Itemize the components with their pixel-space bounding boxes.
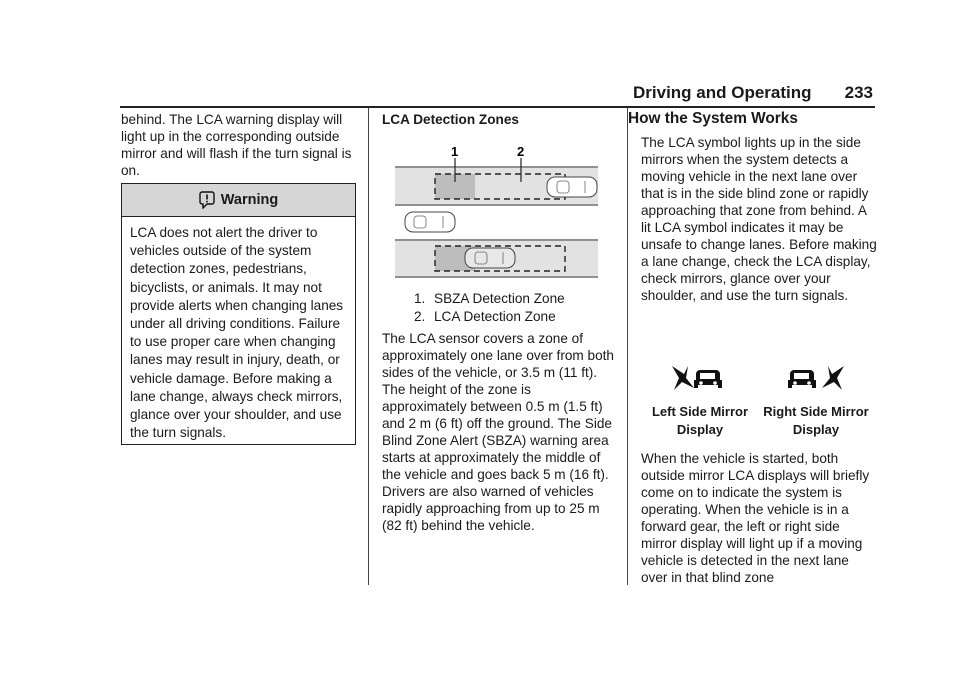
left-mirror-lca-icon [670,362,730,394]
legend-text: SBZA Detection Zone [434,291,565,306]
how-system-works-heading: How the System Works [628,110,798,127]
lca-zones-heading: LCA Detection Zones [382,112,519,127]
callout-label-2: 2 [517,144,525,159]
warning-icon [199,191,215,209]
left-intro [121,111,361,179]
warning-title: Warning [220,192,279,208]
intro-paragraph: behind. The LCA warning display will light up in the corresponding outside mirror and will flash if the turn signal is on. [121,112,352,178]
right-mirror-lca-icon [786,362,846,394]
right-mirror-caption: Right Side Mirror Display [763,404,869,437]
warning-body: LCA does not alert the driver to vehicles outside of the system detection zones, pedestrians, bicyclists, or animals. It may not provide alerts when changing lanes under all driving conditions. Failure to use proper care when changing lanes may result in injury, death, or vehicle damage. Before making a lane change, always check mirrors, glance over your shoulder, and use the turn signals. [130,225,344,441]
header-rule [120,106,875,108]
warning-box [121,183,356,445]
page-number: 233 [844,83,873,102]
left-mirror-caption: Left Side Mirror Display [651,404,749,437]
legend-number: 2. [414,309,426,324]
lca-sensor-paragraph [382,330,618,534]
legend-number: 1. [414,291,426,306]
body-text: The LCA symbol lights up in the side mirrors when the system detects a moving vehicle in the next lane over that is in the side blind zone or rapidly approaching that zone from behind. A lit LCA symbol indicates it may be unsafe to change lanes. Before making a lane change, check the LCA display, check mirrors, glance over your shoulder, and use the turn signals. [641,135,877,303]
startup-paragraph [641,450,877,586]
figure-legend [414,290,565,326]
body-text: When the vehicle is started, both outside mirror LCA displays will briefly come on to indicate the system is operating. When the vehicle is in a forward gear, the left or right side mirror display will light up if a moving vehicle is detected in the next lane over in that blind zone [641,451,870,585]
legend-item [414,308,565,326]
column-divider-1 [368,108,369,585]
legend-item [414,290,565,308]
adjacent-car-icon [465,248,515,268]
host-vehicle-icon [405,212,455,232]
system-works-paragraph [641,134,877,304]
approaching-car-icon [547,177,597,197]
column-divider-2 [627,108,628,585]
warning-header [122,184,355,217]
body-text: The LCA sensor covers a zone of approximately one lane over from both sides of the vehicle, or 3.5 m (11 ft). The height of the zone is approximately between 0.5 m (1.5 ft) and 2 m (6 ft) off the ground. The Side Blind Zone Alert (SBZA) warning area starts at approximately the middle of the vehicle and goes back 5 m (16 ft). Drivers are also warned of vehicles rapidly approaching from up to 25 m (82 ft) behind the vehicle. [382,331,614,533]
running-header [627,83,875,105]
legend-text: LCA Detection Zone [434,309,556,324]
section-title: Driving and Operating [633,83,812,102]
callout-label-1: 1 [451,144,459,159]
lca-detection-zones-figure [395,140,598,278]
